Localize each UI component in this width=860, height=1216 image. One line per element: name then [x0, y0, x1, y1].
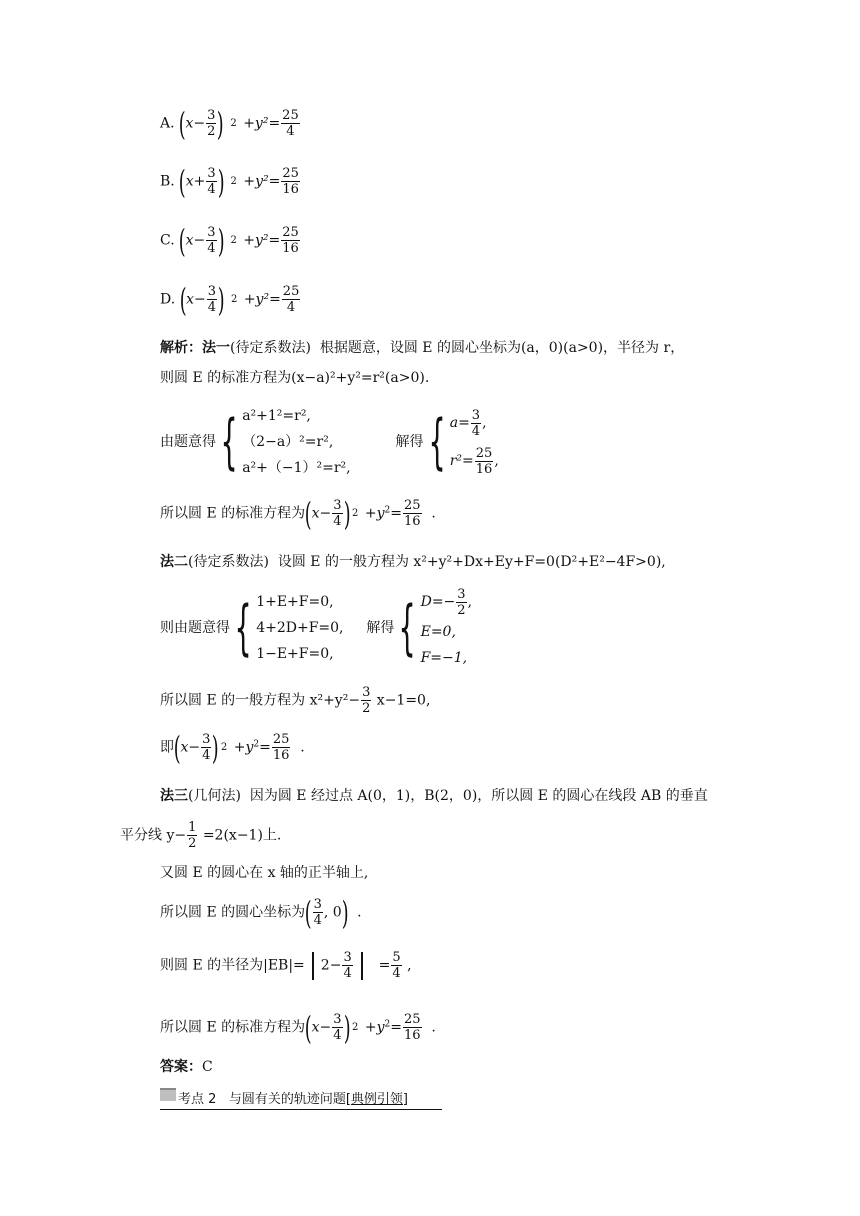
method2-label: 法二 [160, 554, 188, 570]
method1-conclusion: 所以圆 E 的标准方程为(x− $\frac{3}{4}$ ) $2 +y^2=$ $\frac{25}{16}$ . [160, 494, 436, 533]
system-equation: a²+（−1）²=r², [242, 460, 351, 476]
abs-bar [361, 952, 363, 980]
conclusion-prefix: 所以圆 E 的标准方程为 [160, 505, 306, 522]
section-marker-icon [160, 1088, 176, 1101]
method3-text: 因为圆 E 经过点 A(0，1)，B(2，0)，所以圆 E 的圆心在线段 AB 的垂直 [249, 788, 708, 804]
right-paren: ) [343, 494, 351, 533]
system1-intro: 由题意得 [160, 434, 216, 450]
method3-line2 [120, 820, 281, 851]
option-b: B. (x+ $\frac{3}{4}$ ) 2 +y²= $\frac{25}{16}$ [160, 162, 299, 201]
radius-prefix: 则圆 E 的半径为|EB|= [160, 957, 305, 974]
section-heading [178, 1093, 408, 1106]
option-a: A. (x− $\frac{3}{2}$ ) 2 +y²= $\frac{25}{4}$ [160, 104, 299, 143]
option-c: C. (x− $\frac{3}{4}$ ) 2 +y²= $\frac{25}{16}$ [160, 221, 299, 260]
solution-system: D=− $\frac{3}{2}$ , E=0, F=−1, [421, 585, 472, 671]
left-paren: ( [304, 494, 312, 533]
method3-line1 [160, 789, 708, 803]
method2-line1 [160, 555, 666, 569]
solution-e: E=0, [420, 624, 456, 640]
system2-row [160, 585, 472, 671]
left-brace: { [234, 593, 252, 663]
fraction: $\frac{3}{2}$ [207, 108, 216, 139]
fraction: $\frac{1}{2}$ [188, 820, 197, 851]
left-brace: { [220, 407, 238, 477]
option-sign: + [193, 173, 206, 190]
system2-intro: 则由题意得 [160, 620, 230, 636]
fraction: $\frac{3}{4}$ [313, 897, 322, 928]
method3-tag: (几何法) [188, 788, 241, 804]
section-underline [160, 1109, 442, 1110]
standard-equation-2: 即(x− $\frac{3}{4}$ ) $2 +y^2=$ $\frac{25}{16}$ . [160, 728, 305, 767]
system-equation: 1−E+F=0, [256, 646, 334, 662]
method2-tag: (待定系数法) [188, 554, 269, 570]
right-paren: ) [343, 1008, 351, 1047]
exponent: 2 [230, 175, 237, 187]
radius-inner: 2− [320, 957, 342, 974]
option-label: B. [160, 173, 175, 190]
option-equation: +y²= [243, 173, 281, 190]
left-brace: { [428, 407, 446, 477]
left-paren: ( [179, 280, 187, 319]
exponent: 2 [230, 293, 238, 305]
equation-system [242, 403, 350, 481]
solution-r: r²= [449, 453, 474, 469]
solution-heading: 解析： [160, 340, 202, 356]
method3-line3 [160, 866, 368, 880]
option-label: D. [160, 291, 176, 308]
method3-conclusion: 所以圆 E 的标准方程为(x− $\frac{3}{4}$ ) $2 +y^2=$ $\frac{25}{16}$ . [160, 1008, 436, 1047]
option-label: A. [160, 115, 175, 132]
fraction: $\frac{25}{16}$ [272, 732, 290, 763]
abs-bar [312, 952, 314, 980]
right-paren: ) [217, 104, 225, 143]
fraction: $\frac{25}{16}$ [403, 498, 421, 529]
center-coordinates: 所以圆 E 的圆心坐标为( $\frac{3}{4}$ , 0) . [160, 893, 362, 932]
right-paren: ) [212, 728, 220, 767]
option-equation: +y²= [243, 291, 281, 308]
answer-line [160, 1060, 213, 1074]
center-y: 0 [332, 904, 342, 921]
fraction: $\frac{3}{4}$ [207, 166, 216, 197]
exponent: 2 [230, 117, 237, 129]
right-paren: ) [217, 221, 225, 260]
left-brace: { [398, 593, 417, 663]
system-equation: 1+E+F=0, [256, 594, 334, 610]
left-paren: ( [178, 221, 186, 260]
general-prefix: 所以圆 E 的一般方程为 x²+y²− [160, 692, 361, 709]
option-label: C. [160, 232, 175, 249]
method1-label: 法一 [202, 340, 230, 356]
section-title: 与圆有关的轨迹问题 [228, 1092, 346, 1107]
right-paren: ) [217, 280, 225, 319]
solve-word: 解得 [366, 620, 395, 636]
fraction: $\frac{3}{2}$ [362, 685, 371, 716]
right-paren: ) [341, 893, 349, 932]
method1-standard-form: 则圆 E 的标准方程为(x−a)²+y²=r²(a>0). [160, 370, 430, 386]
exponent: 2 [230, 234, 237, 246]
system-equation: 4+2D+F=0, [256, 620, 344, 636]
solution-system: a= $\frac{3}{4}$ , r²= $\frac{25}{16}$ , [449, 407, 499, 477]
fraction: $\frac{25}{4}$ [282, 284, 300, 315]
answer-label: 答案： [160, 1059, 202, 1075]
center-prefix: 所以圆 E 的圆心坐标为 [160, 904, 306, 921]
fraction: $\frac{3}{2}$ [457, 586, 466, 618]
answer-value: C [202, 1059, 213, 1075]
left-paren: ( [178, 104, 186, 143]
option-equation: +y²= [243, 232, 281, 249]
equation-system [256, 589, 343, 667]
bisector-prefix: 平分线 y− [120, 827, 187, 844]
bisector-suffix: =2(x−1)上. [202, 827, 282, 844]
method1-tag: (待定系数法) [230, 340, 311, 356]
conclusion-prefix: 所以圆 E 的标准方程为 [160, 1019, 306, 1036]
fraction: $\frac{3}{4}$ [333, 498, 342, 529]
radius-line: 则圆 E 的半径为|EB|= 2− $\frac{3}{4}$ = $\frac{5}{4}$ , [160, 950, 412, 981]
left-paren: ( [304, 893, 312, 932]
solution-a: a= [449, 415, 470, 431]
fraction: $\frac{25}{4}$ [282, 108, 299, 139]
solution-f: F=−1, [420, 650, 468, 666]
left-paren: ( [304, 1008, 312, 1047]
ji-word: 即 [160, 739, 174, 756]
general-equation [160, 685, 430, 716]
solution-d: D=− [420, 594, 456, 610]
system1-row [160, 403, 499, 481]
fraction: $\frac{25}{16}$ [403, 1012, 421, 1043]
fraction: $\frac{25}{16}$ [282, 225, 299, 256]
fraction: $\frac{3}{4}$ [207, 284, 217, 315]
fraction: $\frac{25}{16}$ [475, 445, 493, 477]
method3-label: 法三 [160, 788, 188, 804]
option-d: D. (x− $\frac{3}{4}$ ) 2 +y²= $\frac{25}{4}$ [160, 280, 300, 319]
left-paren: ( [179, 162, 186, 201]
method1-text: 根据题意，设圆 E 的圆心坐标为(a，0)(a>0)，半径为 r， [319, 340, 685, 356]
system-equation: （2−a）²=r², [242, 434, 334, 450]
general-suffix: x−1=0, [376, 692, 431, 709]
solve-word: 解得 [395, 434, 424, 450]
section-tag: [典例引领] [345, 1092, 408, 1107]
method2-text: 设圆 E 的一般方程为 x²+y²+Dx+Ey+F=0(D²+E²−4F>0), [277, 554, 666, 570]
fraction: $\frac{5}{4}$ [392, 950, 401, 981]
method1-line1 [160, 341, 684, 355]
fraction: $\frac{3}{4}$ [207, 225, 216, 256]
fraction: $\frac{3}{4}$ [343, 950, 352, 981]
center-on-axis: 又圆 E 的圆心在 x 轴的正半轴上, [160, 865, 369, 881]
system-equation: a²+1²=r², [242, 408, 311, 424]
left-paren: ( [173, 728, 181, 767]
method1-line2 [160, 371, 429, 385]
section-number: 考点 2 [178, 1092, 217, 1107]
option-equation: +y²= [243, 115, 281, 132]
fraction: $\frac{3}{4}$ [333, 1012, 342, 1043]
right-paren: ) [217, 162, 225, 201]
fraction: $\frac{3}{4}$ [471, 407, 481, 439]
option-sign: − [194, 291, 206, 308]
fraction: $\frac{25}{16}$ [282, 166, 299, 197]
fraction: $\frac{3}{4}$ [202, 732, 211, 763]
option-sign: − [193, 115, 206, 132]
option-sign: − [193, 232, 206, 249]
